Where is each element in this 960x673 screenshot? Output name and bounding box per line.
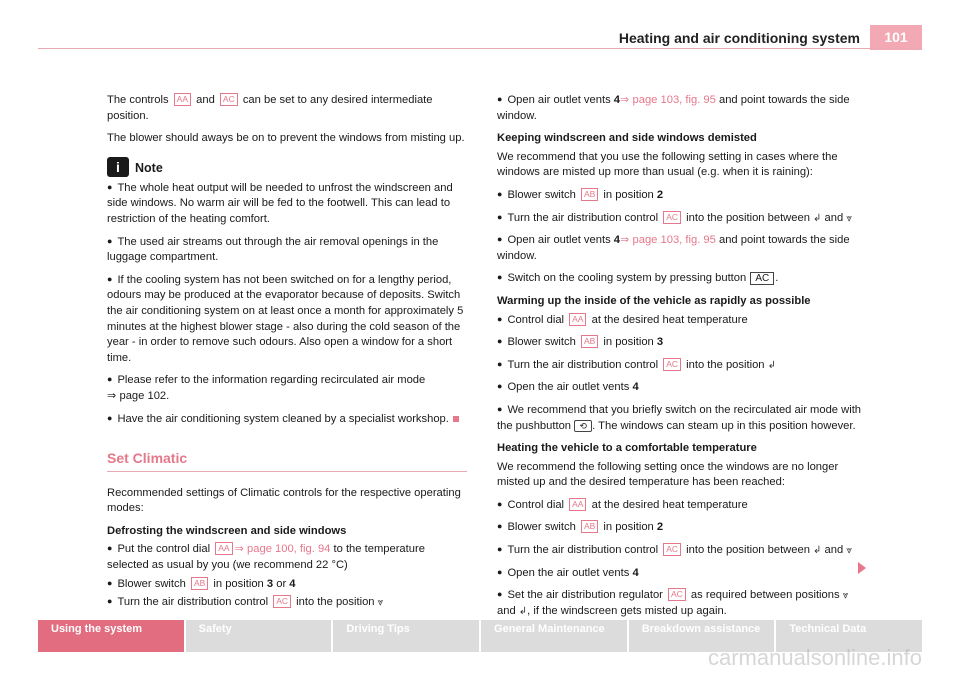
tab-breakdown-assistance[interactable]: Breakdown assistance [629, 620, 775, 652]
defrost-step: ● Blower switch AB in position 3 or 4 [107, 577, 296, 590]
next-page-arrow-icon[interactable] [858, 562, 866, 574]
figure-link[interactable]: ⇒ page 103, fig. 95 [620, 94, 716, 106]
demist-step: ● Switch on the cooling system by pressing button AC . [497, 272, 779, 285]
footwell-vent-icon: ↲ [767, 359, 777, 371]
control-label-aa: AA [569, 313, 586, 326]
section-intro: Recommended settings of Climatic controls for the respective operating modes: [107, 486, 461, 515]
demist-step: ● Open air outlet vents 4⇒ page 103, fig. 95 and point towards the side window. [497, 234, 850, 262]
windscreen-vent-icon: ⩔ [842, 590, 849, 602]
tab-safety[interactable]: Safety [186, 620, 332, 652]
demist-heading: Keeping windscreen and side windows demisted [497, 132, 757, 145]
tab-general-maintenance[interactable]: General Maintenance [481, 620, 627, 652]
windscreen-vent-icon: ⩔ [377, 597, 384, 609]
recirculation-icon: ⟲ [574, 420, 592, 432]
header-rule [38, 48, 922, 49]
footwell-vent-icon: ↲ [813, 212, 822, 224]
warmup-step: ● Turn the air distribution control AC into the position ↲ [497, 358, 777, 371]
control-label-ab: AB [581, 520, 598, 533]
demist-step: ● Blower switch AB in position 2 [497, 188, 664, 201]
comfort-step: ● Set the air distribution regulator AC as required between positions ⩔ and ↲, if the windscreen gets misted up again. [497, 589, 849, 617]
left-column [107, 93, 467, 614]
page-header-title: Heating and air conditioning system [618, 30, 860, 46]
control-label-ab: AB [581, 188, 598, 201]
note-bullet: ● The used air streams out through the air removal openings in the luggage compartment. [107, 235, 439, 264]
comfort-step: ● Open the air outlet vents 4 [497, 566, 639, 579]
note-bullet: ● Have the air conditioning system cleaned by a specialist workshop. [107, 412, 467, 428]
windscreen-vent-icon: ⩔ [846, 545, 852, 557]
blower-paragraph: The blower should aways be on to prevent the windows from misting up. [107, 132, 465, 145]
ac-button-label: AC [750, 272, 774, 285]
control-label-ac: AC [663, 358, 681, 371]
end-of-section-marker [453, 416, 459, 422]
warmup-step: ● Open the air outlet vents 4 [497, 381, 639, 394]
right-column [497, 93, 862, 626]
tab-driving-tips[interactable]: Driving Tips [333, 620, 479, 652]
demist-step: ● Turn the air distribution control AC into the position between ↲ and ⩔ [497, 211, 852, 224]
control-label-ac: AC [668, 588, 686, 601]
defrost-heading: Defrosting the windscreen and side windows [107, 524, 347, 537]
defrost-step: ● Open air outlet vents 4⇒ page 103, fig. 95 and point towards the side window. [497, 94, 850, 122]
warmup-step: ● Blower switch AB in position 3 [497, 336, 664, 349]
warmup-step: ● We recommend that you briefly switch on the recirculated air mode with the pushbutton ⟲ . The windows can steam up in this position however. [497, 403, 862, 432]
note-bullet: ● Please refer to the information regarding recirculated air mode ⇒ page 102. [107, 374, 426, 402]
note-bullet: ● If the cooling system has not been switched on for a lengthy period, odours may be produced at the evaporator because of deposits. Switch the air conditioning system on at least once a month for approximately 5 minutes at the highest blower stage - also during the cold season of the year - in order to remove such odours. Also open a window for a short time. [107, 273, 464, 364]
control-label-ac: AC [663, 211, 681, 224]
figure-link[interactable]: ⇒ page 103, fig. 95 [620, 234, 716, 247]
note-bullet: ● The whole heat output will be needed to unfrost the windscreen and side windows. No warm air will be fed to the footwell. This can lead to restriction of the heating comfort. [107, 181, 453, 225]
comfort-step: ● Blower switch AB in position 2 [497, 521, 664, 534]
tab-using-the-system[interactable]: Using the system [38, 620, 184, 652]
warmup-heading: Warming up the inside of the vehicle as rapidly as possible [497, 294, 811, 307]
control-label-aa: AA [569, 498, 586, 511]
figure-link[interactable]: ⇒ page 100, fig. 94 [234, 543, 331, 556]
note-heading [107, 157, 467, 177]
control-label-ac: AC [273, 595, 291, 608]
warmup-step: ● Control dial AA at the desired heat temperature [497, 313, 748, 326]
comfort-heading: Heating the vehicle to a comfortable temperature [497, 442, 757, 455]
footwell-vent-icon: ↲ [813, 545, 822, 557]
windscreen-vent-icon: ⩔ [846, 212, 852, 224]
section-title: Set Climatic [107, 451, 467, 472]
tab-technical-data[interactable]: Technical Data [776, 620, 922, 652]
control-label-ac: AC [220, 93, 238, 106]
footwell-vent-icon: ↲ [518, 605, 528, 617]
comfort-intro: We recommend the following setting once the windows are no longer misted up and the desired temperature has been reached: [497, 460, 839, 489]
watermark: carmanualsonline.info [707, 645, 922, 670]
control-label-aa: AA [174, 93, 191, 106]
comfort-step: ● Control dial AA at the desired heat temperature [497, 498, 748, 511]
comfort-step: ● Turn the air distribution control AC into the position between ↲ and ⩔ [497, 544, 852, 557]
defrost-step: ● Turn the air distribution control AC into the position ⩔ [107, 596, 384, 609]
note-label: Note [135, 161, 163, 176]
control-label-aa: AA [215, 542, 232, 555]
control-label-ab: AB [581, 335, 598, 348]
page-number-badge: 101 [870, 25, 922, 50]
note-icon: i [107, 157, 129, 177]
page-link[interactable]: ⇒ page 102. [107, 389, 170, 402]
control-label-ab: AB [191, 577, 208, 590]
demist-intro: We recommend that you use the following setting in cases where the windows are misted up more than usual (e.g. when it is raining): [497, 150, 838, 179]
controls-paragraph: The controls AA and AC can be set to any desired intermediate position. [107, 94, 433, 122]
control-label-ac: AC [663, 543, 681, 556]
defrost-step: ● Put the control dial AA ⇒ page 100, fig. 94 to the temperature selected as usual by you (we recommend 22 °C) [107, 543, 425, 572]
